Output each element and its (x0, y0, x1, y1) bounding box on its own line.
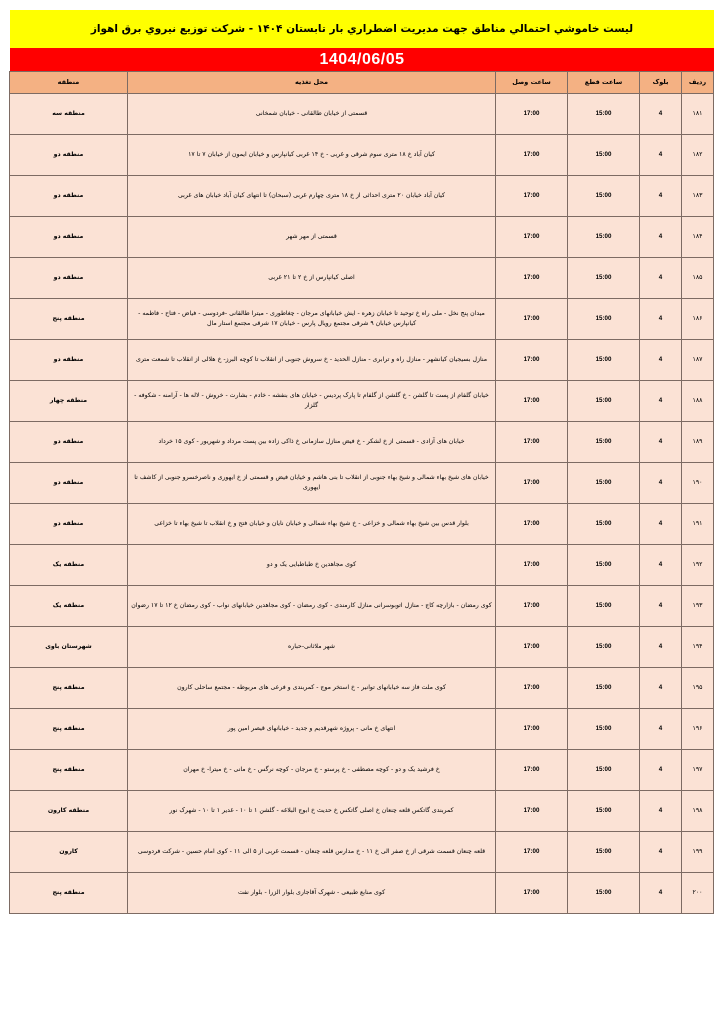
cell-block: 4 (640, 135, 682, 176)
cell-block: 4 (640, 832, 682, 873)
cell-outage-time: 15:00 (568, 709, 640, 750)
cell-restore-time: 17:00 (496, 873, 568, 914)
cell-outage-time: 15:00 (568, 381, 640, 422)
cell-radif: ۱۸۱ (682, 94, 714, 135)
cell-block: 4 (640, 709, 682, 750)
cell-region: منطقه دو (10, 258, 128, 299)
cell-outage-time: 15:00 (568, 258, 640, 299)
cell-block: 4 (640, 422, 682, 463)
cell-block: 4 (640, 586, 682, 627)
cell-feed-location: کمربندی گاتکس قلعه چنعان خ اصلی گاتکس خ حدیث خ ابوج البلاغه - گلشن ۱ تا ۱۰ - غدیر ۱ تا ۱۰ - شهرک نور (128, 791, 496, 832)
cell-radif: ۱۸۸ (682, 381, 714, 422)
cell-radif: ۱۹۶ (682, 709, 714, 750)
cell-feed-location: قلعه چنعان قسمت شرقی از خ صفر الی خ ۱۱ - خ مدارس قلعه چنعان - قسمت غربی از ۵ الی ۱۱ - کوی امام حسین - شرکت فردوسی (128, 832, 496, 873)
cell-feed-location: انتهای خ مانی - پروژه شهرقدیم و جدید - خیابانهای قیصر امین پور (128, 709, 496, 750)
cell-radif: ۱۹۹ (682, 832, 714, 873)
cell-region: منطقه دو (10, 135, 128, 176)
column-header-radif: رديف (682, 72, 714, 94)
table-row (10, 299, 714, 340)
column-header-outage-time: ساعت قطع (568, 72, 640, 94)
cell-outage-time: 15:00 (568, 873, 640, 914)
cell-outage-time: 15:00 (568, 340, 640, 381)
cell-outage-time: 15:00 (568, 422, 640, 463)
outage-schedule-table (9, 71, 714, 914)
table-row (10, 873, 714, 914)
page-title: ليست خاموشي احتمالي مناطق جهت مديريت اضطراري بار تابستان ۱۴۰۴ - شركت توزيع نيروي برق اهواز (10, 10, 714, 48)
cell-feed-location: کیان آباد خ ۱۸ متری سوم شرقی و غربی - خ ۱۴ غربی کیانپارس و خیابان ایمون از خیابان ۷ تا ۱۷ (128, 135, 496, 176)
cell-radif: ۱۸۶ (682, 299, 714, 340)
table-row (10, 463, 714, 504)
column-header-feed-location: محل تغذيه (128, 72, 496, 94)
cell-restore-time: 17:00 (496, 258, 568, 299)
cell-region: منطقه یک (10, 586, 128, 627)
cell-radif: ۱۸۳ (682, 176, 714, 217)
cell-radif: ۱۹۳ (682, 586, 714, 627)
cell-radif: ۱۸۲ (682, 135, 714, 176)
cell-region: منطقه پنج (10, 299, 128, 340)
table-row (10, 258, 714, 299)
cell-restore-time: 17:00 (496, 217, 568, 258)
cell-feed-location: قسمتی از مهر شهر (128, 217, 496, 258)
cell-region: منطقه دو (10, 176, 128, 217)
cell-feed-location: کوی ملت فاز سه خیابانهای توانیر - خ استخر موج - کمربندی و فرعی های مربوطه - مجتمع ساحلی کارون (128, 668, 496, 709)
cell-region: منطقه دو (10, 463, 128, 504)
table-row (10, 94, 714, 135)
cell-block: 4 (640, 217, 682, 258)
table-row (10, 709, 714, 750)
table-row (10, 422, 714, 463)
cell-block: 4 (640, 94, 682, 135)
cell-feed-location: خیابان های آزادی - قسمتی از خ لشکر - خ فیض منازل سازمانی خ ذاکی زاده بین پست مرداد و شهریور - کوی ۱۵ خرداد (128, 422, 496, 463)
cell-restore-time: 17:00 (496, 299, 568, 340)
cell-region: شهرستان باوی (10, 627, 128, 668)
cell-outage-time: 15:00 (568, 627, 640, 668)
cell-feed-location: خیابان های شیخ بهاء شمالی و شیخ بهاء جنوبی از انقلاب تا بنی هاشم و خیابان فیض و قسمتی از خ ایهوری و ناصرخسرو جنوبی از کاشف تا ایهوری (128, 463, 496, 504)
cell-radif: ۱۹۲ (682, 545, 714, 586)
column-header-region: منطقه (10, 72, 128, 94)
table-row (10, 381, 714, 422)
cell-region: منطقه دو (10, 217, 128, 258)
cell-outage-time: 15:00 (568, 463, 640, 504)
cell-block: 4 (640, 545, 682, 586)
cell-region: منطقه پنج (10, 709, 128, 750)
cell-feed-location: بلوار قدس بین شیخ بهاء شمالی و خزاعی - خ شیخ بهاء شمالی و خیابان نایان و خیابان فتح و خ انقلاب تا شیخ بهاء تا خزاعی (128, 504, 496, 545)
table-row (10, 586, 714, 627)
cell-feed-location: اصلی کیانپارس از خ ۲ تا ۲۱ غربی (128, 258, 496, 299)
cell-block: 4 (640, 381, 682, 422)
cell-feed-location: شهر ملاثانی-حباره (128, 627, 496, 668)
cell-feed-location: کوی رمضان - بازارچه کاج - منازل اتوبوسرانی منازل کارمندی - کوی رمضان - کوی مجاهدین خیابانهای نواب - کوی رمضان خ ۱۲ تا ۱۷ رضوان (128, 586, 496, 627)
cell-outage-time: 15:00 (568, 135, 640, 176)
cell-region: منطقه دو (10, 340, 128, 381)
table-row (10, 176, 714, 217)
cell-block: 4 (640, 176, 682, 217)
cell-block: 4 (640, 750, 682, 791)
cell-feed-location: خیابان گلفام از پست تا گلشن - خ گلشن از گلفام تا پارک پردیس - خیابان های بنفشه - خادم - بشارت - خروش - لاله ها - آرامنه - شکوفه - گلزار (128, 381, 496, 422)
cell-outage-time: 15:00 (568, 94, 640, 135)
cell-block: 4 (640, 340, 682, 381)
table-row (10, 668, 714, 709)
cell-restore-time: 17:00 (496, 750, 568, 791)
cell-outage-time: 15:00 (568, 504, 640, 545)
column-header-block: بلوک (640, 72, 682, 94)
cell-radif: ۱۹۰ (682, 463, 714, 504)
cell-restore-time: 17:00 (496, 832, 568, 873)
cell-outage-time: 15:00 (568, 791, 640, 832)
cell-radif: ۱۸۹ (682, 422, 714, 463)
cell-feed-location: کوی مجاهدین خ طباطبایی یک و دو (128, 545, 496, 586)
cell-radif: ۱۹۸ (682, 791, 714, 832)
cell-region: منطقه یک (10, 545, 128, 586)
cell-radif: ۱۸۴ (682, 217, 714, 258)
table-row (10, 504, 714, 545)
cell-restore-time: 17:00 (496, 94, 568, 135)
cell-region: منطقه پنج (10, 873, 128, 914)
table-row (10, 627, 714, 668)
cell-restore-time: 17:00 (496, 176, 568, 217)
cell-radif: ۱۹۷ (682, 750, 714, 791)
cell-radif: ۱۸۵ (682, 258, 714, 299)
cell-restore-time: 17:00 (496, 504, 568, 545)
cell-block: 4 (640, 258, 682, 299)
cell-region: منطقه چهار (10, 381, 128, 422)
cell-outage-time: 15:00 (568, 832, 640, 873)
cell-outage-time: 15:00 (568, 545, 640, 586)
table-row (10, 545, 714, 586)
cell-region: منطقه دو (10, 504, 128, 545)
cell-outage-time: 15:00 (568, 217, 640, 258)
cell-region: منطقه سه (10, 94, 128, 135)
cell-feed-location: منازل بسیجیان کیانشهر - منازل راه و ترابری - منازل الحدید - خ سروش جنوبی از انقلاب تا کوچه البرز- خ هلالی از انقلاب تا شمعت متری (128, 340, 496, 381)
table-row (10, 135, 714, 176)
cell-radif: ۲۰۰ (682, 873, 714, 914)
cell-block: 4 (640, 504, 682, 545)
cell-region: منطقه دو (10, 422, 128, 463)
schedule-date: 1404/06/05 (10, 48, 714, 71)
cell-restore-time: 17:00 (496, 463, 568, 504)
cell-block: 4 (640, 463, 682, 504)
cell-restore-time: 17:00 (496, 709, 568, 750)
table-header-row (10, 72, 714, 94)
table-header (10, 72, 714, 94)
table-row (10, 340, 714, 381)
cell-outage-time: 15:00 (568, 750, 640, 791)
cell-feed-location: خ فرشید یک و دو - کوچه مصطفی - خ پرستو - خ مرجان - کوچه نرگس - خ مانی - خ میترا- خ مهران (128, 750, 496, 791)
cell-outage-time: 15:00 (568, 176, 640, 217)
cell-feed-location: قسمتی از خیابان طالقانی - خیابان شمخانی (128, 94, 496, 135)
cell-region: کارون (10, 832, 128, 873)
cell-radif: ۱۹۴ (682, 627, 714, 668)
cell-block: 4 (640, 668, 682, 709)
cell-region: منطقه کارون (10, 791, 128, 832)
cell-block: 4 (640, 873, 682, 914)
table-row (10, 750, 714, 791)
cell-restore-time: 17:00 (496, 545, 568, 586)
table-row (10, 791, 714, 832)
cell-radif: ۱۹۵ (682, 668, 714, 709)
cell-restore-time: 17:00 (496, 627, 568, 668)
cell-restore-time: 17:00 (496, 381, 568, 422)
cell-restore-time: 17:00 (496, 668, 568, 709)
column-header-restore-time: ساعت وصل (496, 72, 568, 94)
cell-outage-time: 15:00 (568, 586, 640, 627)
cell-region: منطقه پنج (10, 750, 128, 791)
table-body (10, 94, 714, 914)
cell-restore-time: 17:00 (496, 791, 568, 832)
cell-block: 4 (640, 627, 682, 668)
table-row (10, 832, 714, 873)
cell-feed-location: ميدان پنج نخل - ملی راه خ توحید تا خیابان زهره - ایش خیابانهای مرجان - چغاطوری - میترا طالقانی -فردوسی - فیاض - فتاح - فاطمه - کیانپارس خیابان ۹ شرقی مجتمع رویال پارس - خیابان ۱۷ شرقی مجتمع استار مال (128, 299, 496, 340)
table-row (10, 217, 714, 258)
cell-region: منطقه پنج (10, 668, 128, 709)
cell-restore-time: 17:00 (496, 586, 568, 627)
cell-block: 4 (640, 299, 682, 340)
cell-block: 4 (640, 791, 682, 832)
cell-restore-time: 17:00 (496, 135, 568, 176)
cell-radif: ۱۸۷ (682, 340, 714, 381)
cell-restore-time: 17:00 (496, 340, 568, 381)
cell-outage-time: 15:00 (568, 299, 640, 340)
cell-feed-location: کوی منابع طبیعی - شهرک آقاجاری بلوار الزرا - بلوار نفت (128, 873, 496, 914)
cell-restore-time: 17:00 (496, 422, 568, 463)
cell-radif: ۱۹۱ (682, 504, 714, 545)
cell-outage-time: 15:00 (568, 668, 640, 709)
cell-feed-location: کیان آباد خیابان ۲۰ متری احداثی از خ ۱۸ متری چهارم غربی (سبحان) تا انتهای کیان آباد خیابان های غربی (128, 176, 496, 217)
